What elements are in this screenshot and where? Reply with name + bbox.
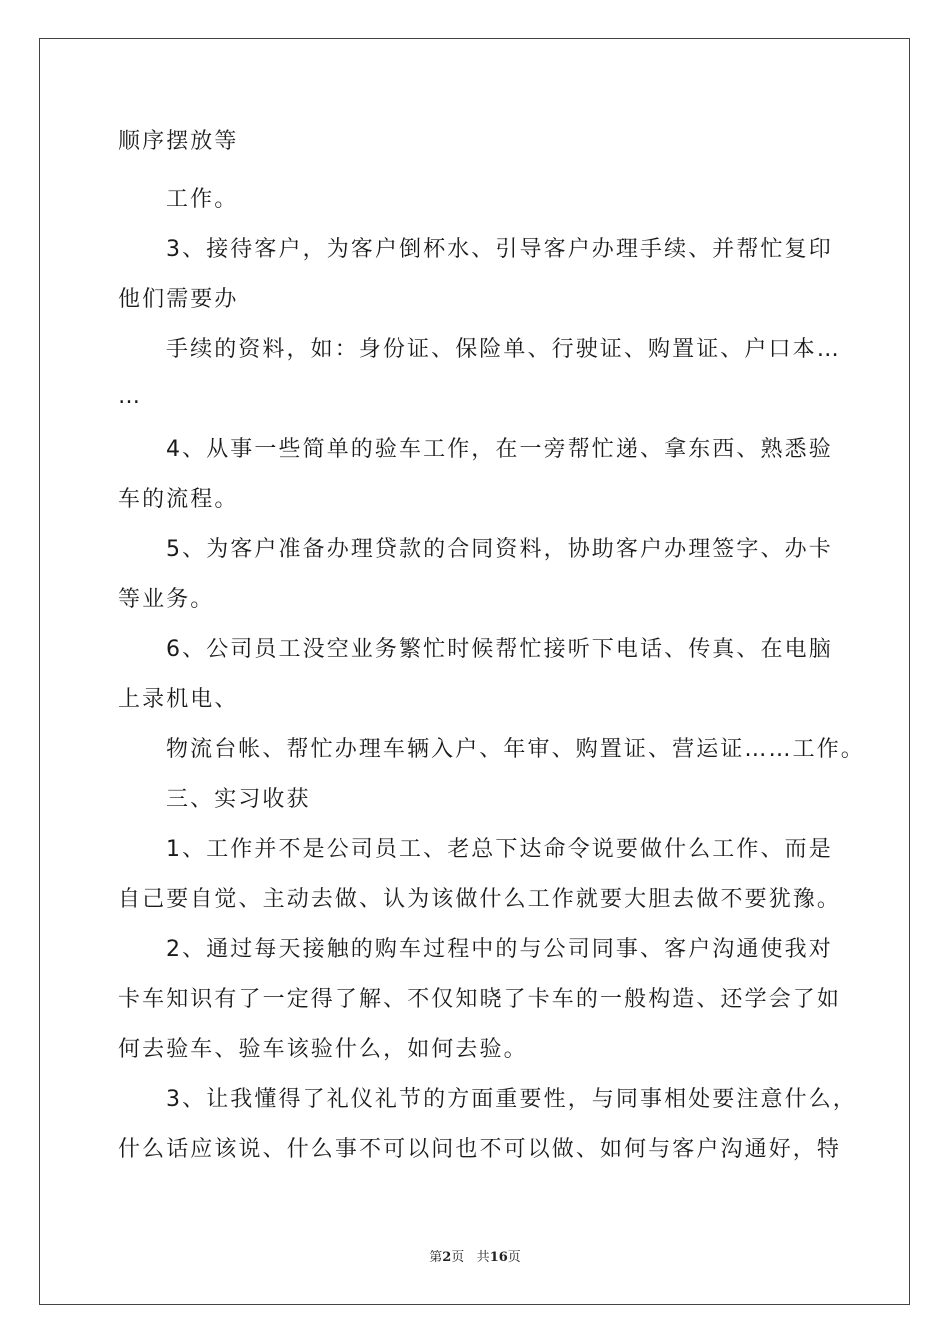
total-pages: 16 — [489, 1250, 508, 1265]
page-border — [39, 38, 910, 1305]
text-line: 何去验车、验车该验什么，如何去验。 — [118, 1037, 528, 1062]
text-line: 1、工作并不是公司员工、老总下达命令说要做什么工作、而是 — [166, 837, 833, 862]
page-suffix: 页 — [451, 1250, 465, 1265]
text-line: 车的流程。 — [118, 487, 239, 512]
text-line: 等业务。 — [118, 587, 215, 612]
text-line: 3、让我懂得了礼仪礼节的方面重要性，与同事相处要注意什么， — [166, 1087, 857, 1112]
text-line: 卡车知识有了一定得了解、不仅知晓了卡车的一般构造、还学会了如 — [118, 987, 842, 1012]
total-prefix: 共 — [476, 1250, 490, 1265]
text-line: 顺序摆放等 — [118, 129, 239, 154]
page-number: 2 — [442, 1250, 452, 1265]
text-line: … — [118, 384, 143, 409]
text-line: 什么话应该说、什么事不可以问也不可以做、如何与客户沟通好，特 — [118, 1137, 842, 1162]
total-suffix: 页 — [507, 1250, 521, 1265]
text-line: 5、为客户准备办理贷款的合同资料，协助客户办理签字、办卡 — [166, 537, 833, 562]
text-line: 2、通过每天接触的购车过程中的与公司同事、客户沟通使我对 — [166, 937, 833, 962]
page-footer — [0, 1246, 950, 1265]
text-line: 6、公司员工没空业务繁忙时候帮忙接听下电话、传真、在电脑 — [166, 637, 833, 662]
text-line: 4、从事一些简单的验车工作，在一旁帮忙递、拿东西、熟悉验 — [166, 437, 833, 462]
section-heading: 三、实习收获 — [166, 787, 311, 812]
page-prefix: 第 — [429, 1250, 443, 1265]
text-line: 自己要自觉、主动去做、认为该做什么工作就要大胆去做不要犹豫。 — [118, 887, 842, 912]
text-line: 物流台帐、帮忙办理车辆入户、年审、购置证、营运证……工作。 — [166, 737, 865, 762]
text-line: 他们需要办 — [118, 287, 239, 312]
text-line: 3、接待客户，为客户倒杯水、引导客户办理手续、并帮忙复印 — [166, 237, 833, 262]
text-line: 手续的资料，如：身份证、保险单、行驶证、购置证、户口本… — [166, 337, 841, 362]
text-line: 工作。 — [166, 187, 239, 212]
text-line: 上录机电、 — [118, 687, 239, 712]
